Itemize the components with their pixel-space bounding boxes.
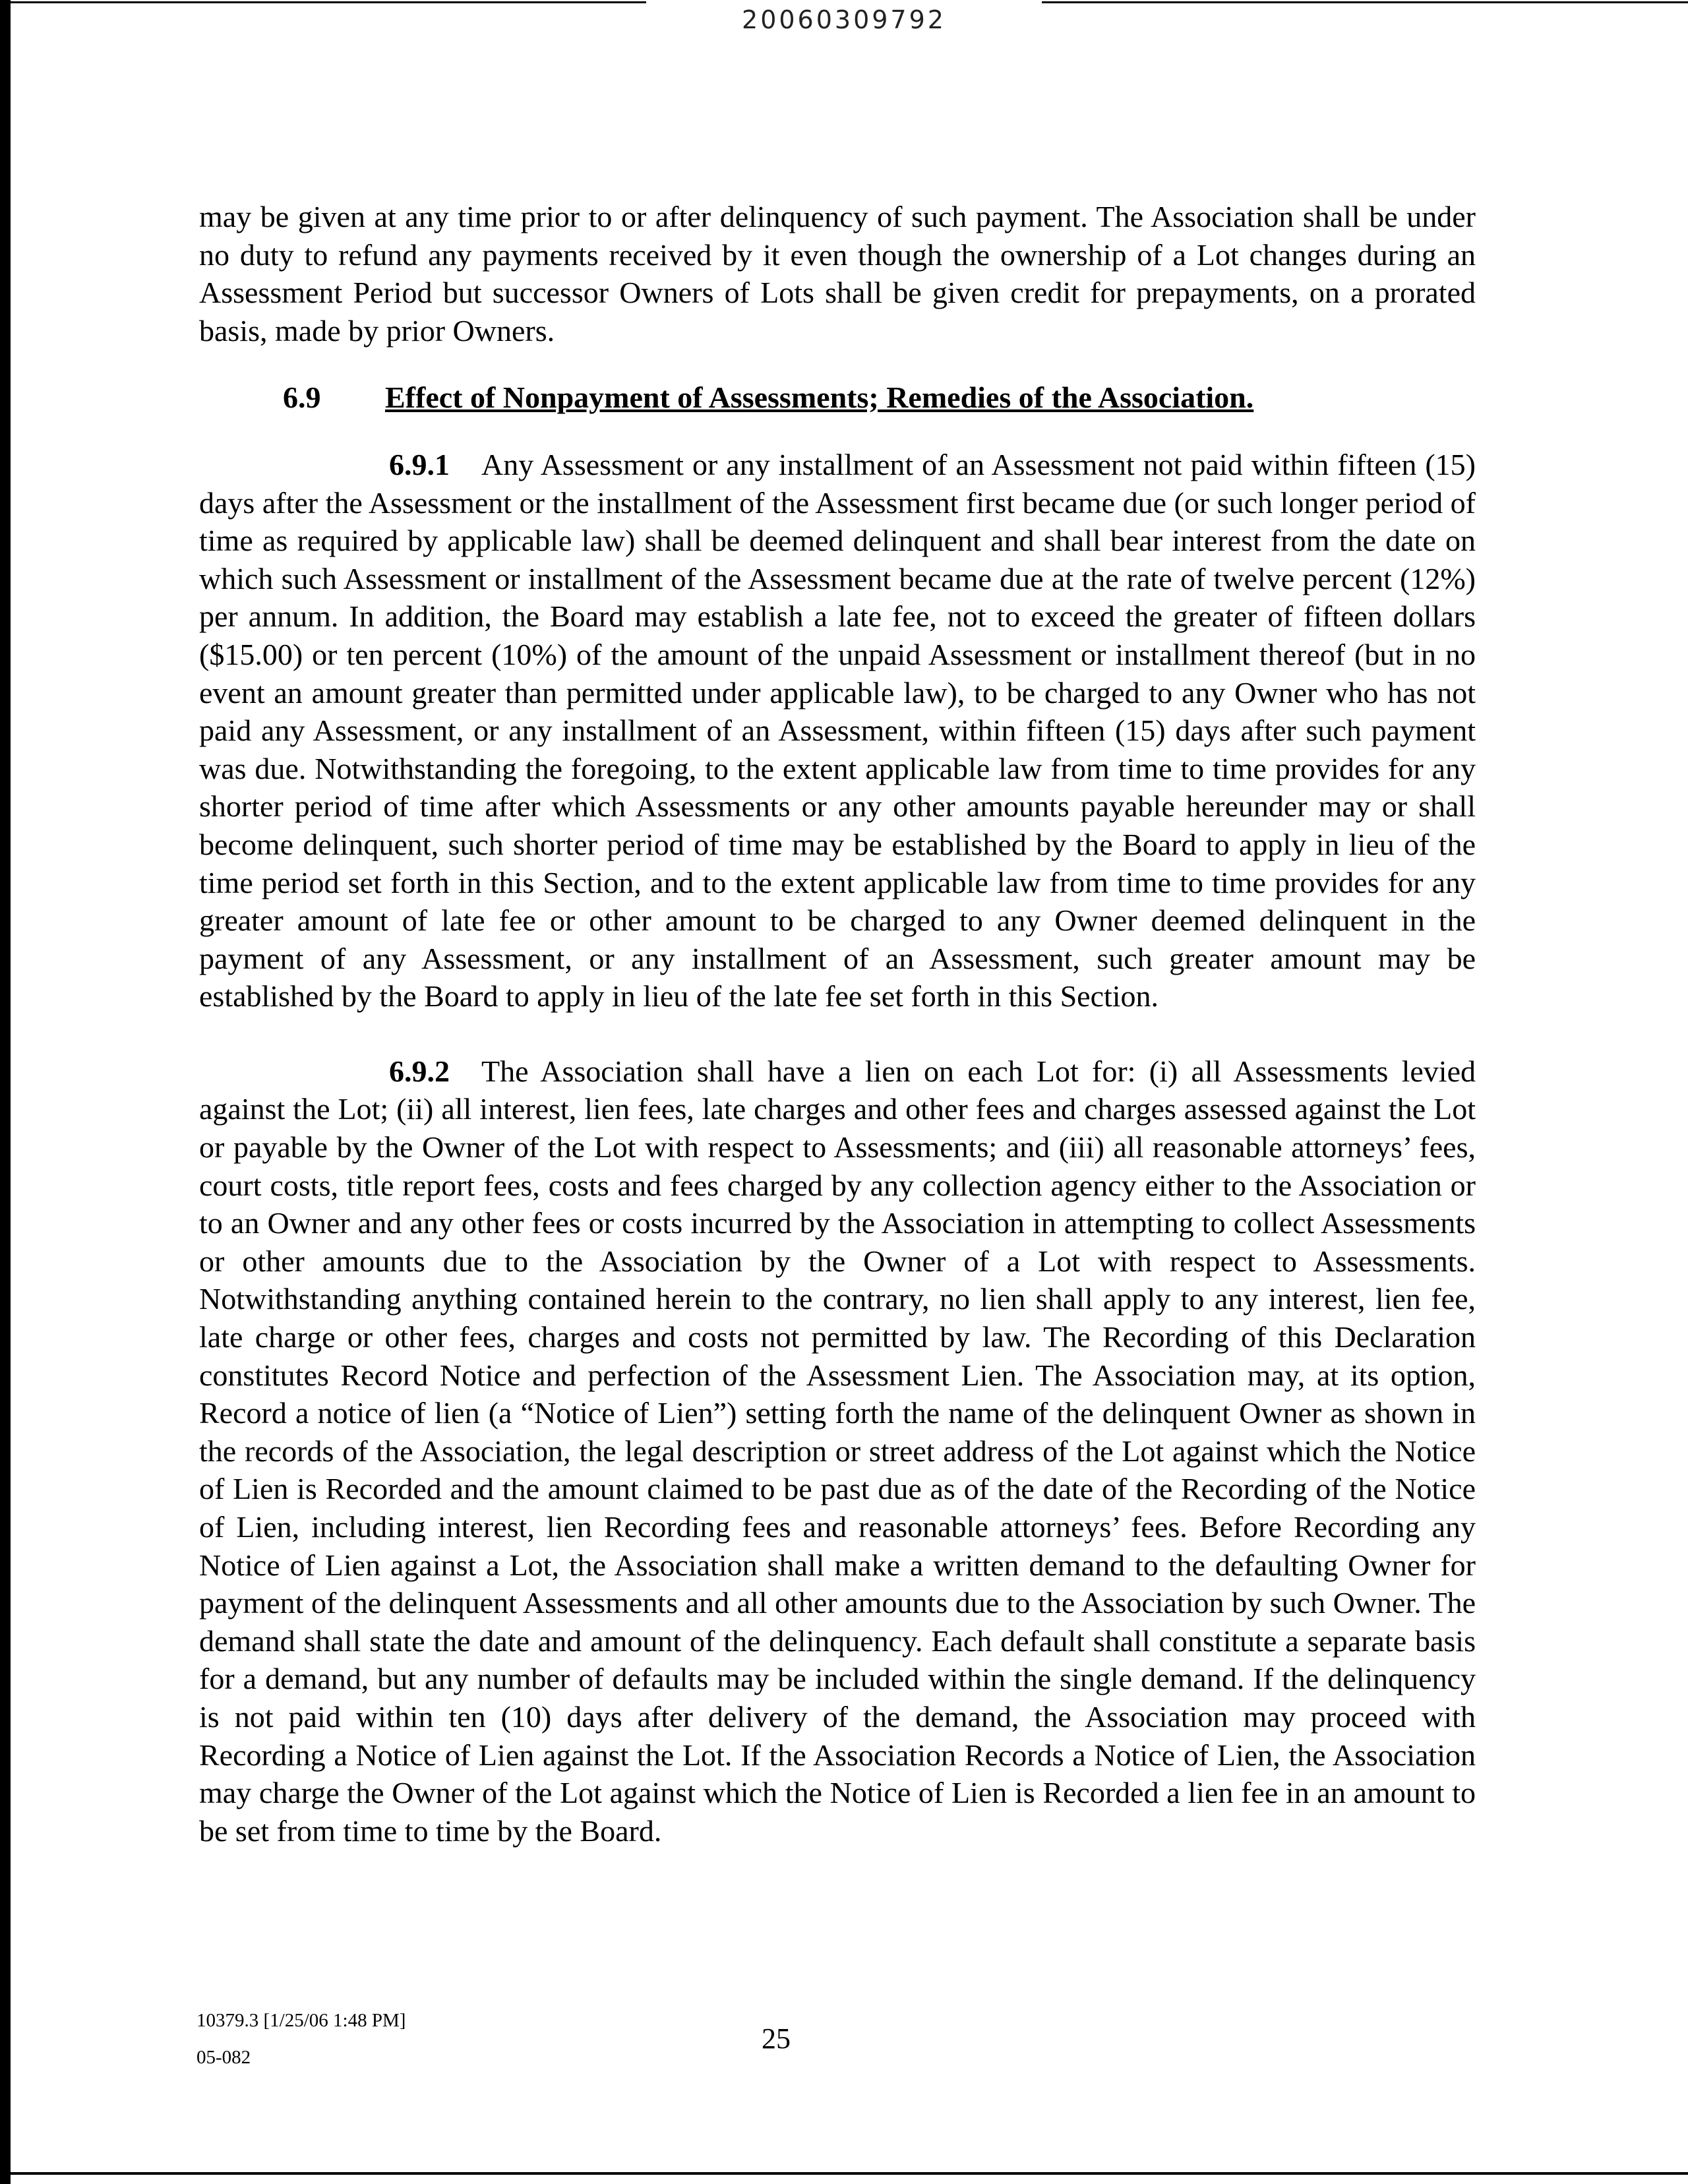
scan-bottom-rule xyxy=(0,2172,1688,2175)
subsection-number: 6.9.1 xyxy=(389,447,450,481)
section-number: 6.9 xyxy=(283,380,321,415)
footer-file-code: 05-082 xyxy=(196,2047,251,2068)
footer-version-stamp: 10379.3 [1/25/06 1:48 PM] xyxy=(196,2010,406,2031)
subsection-6-9-1 xyxy=(199,446,1476,1016)
subsection-text: Any Assessment or any installment of an Assessment not paid within fifteen (15) days after the Assessment or the installment of the Assessment first became due (or such longer period of time as required by applicable law) shall be deemed delinquent and shall bear interest from the date on which such Assessment or installment of the Assessment became due at the rate of twelve percent (12%) per annum. In addition, the Board may establish a late fee, not to exceed the greater of fifteen dollars ($15.00) or ten percent (10%) of the amount of the unpaid Assessment or installment thereof (but in no event an amount greater than permitted under applicable law), to be charged to any Owner who has not paid any Assessment, or any installment of an Assessment, within fifteen (15) days after such payment was due. Notwithstanding the foregoing, to the extent applicable law from time to time provides for any shorter period of time after which Assessments or any other amounts payable hereunder may or shall become delinquent, such shorter period of time may be established by the Board to apply in lieu of the time period set forth in this Section, and to the extent applicable law from time to time provides for any greater amount of late fee or other amount to be charged to any Owner deemed delinquent in the payment of any Assessment, or any installment of an Assessment, such greater amount may be established by the Board to apply in lieu of the late fee set forth in this Section. xyxy=(199,447,1476,1014)
subsection-6-9-2 xyxy=(199,1052,1476,1850)
scan-top-rule-right xyxy=(1042,1,1688,3)
scan-left-edge xyxy=(0,0,11,2184)
page-number: 25 xyxy=(762,2022,791,2055)
section-heading xyxy=(199,379,1476,417)
subsection-number: 6.9.2 xyxy=(389,1054,450,1088)
subsection-text: The Association shall have a lien on each Lot for: (i) all Assessments levied against the Lot; (ii) all interest, lien fees, late charges and other fees and charges assessed against the Lot or payable by the Owner of the Lot with respect to Assessments; and (iii) all reasonable attorneys’ fees, court costs, title report fees, costs and fees charged by any collection agency either to the Association or to an Owner and any other fees or costs incurred by the Association in attempting to collect Assessments or other amounts due to the Association by the Owner of a Lot with respect to Assessments. Notwithstanding anything contained herein to the contrary, no lien shall apply to any interest, lien fee, late charge or other fees, charges and costs not permitted by law. The Recording of this Declaration constitutes Record Notice and perfection of the Assessment Lien. The Association may, at its option, Record a notice of lien (a “Notice of Lien”) setting forth the name of the delinquent Owner as shown in the records of the Association, the legal description or street address of the Lot against which the Notice of Lien is Recorded and the amount claimed to be past due as of the date of the Recording of the Notice of Lien, including interest, lien Recording fees and reasonable attorneys’ fees. Before Recording any Notice of Lien against a Lot, the Association shall make a written demand to the defaulting Owner for payment of the delinquent Assessments and all other amounts due to the Association by such Owner. The demand shall state the date and amount of the delinquency. Each default shall constitute a separate basis for a demand, but any number of defaults may be included within the single demand. If the delinquency is not paid within ten (10) days after delivery of the demand, the Association may proceed with Recording a Notice of Lien against the Lot. If the Association Records a Notice of Lien, the Association may charge the Owner of the Lot against which the Notice of Lien is Recorded a lien fee in an amount to be set from time to time by the Board. xyxy=(199,1054,1476,1848)
footer-stamp xyxy=(196,2002,406,2076)
scan-top-rule-left xyxy=(0,1,646,3)
document-page xyxy=(199,198,1476,1850)
recording-number: 20060309792 xyxy=(742,5,946,34)
section-title: Effect of Nonpayment of Assessments; Remedies of the Association. xyxy=(385,380,1254,415)
intro-paragraph: may be given at any time prior to or after delinquency of such payment. The Association shall be under no duty to refund any payments received by it even though the ownership of a Lot changes during an Assessment Period but successor Owners of Lots shall be given credit for prepayments, on a prorated basis, made by prior Owners. xyxy=(199,200,1476,348)
